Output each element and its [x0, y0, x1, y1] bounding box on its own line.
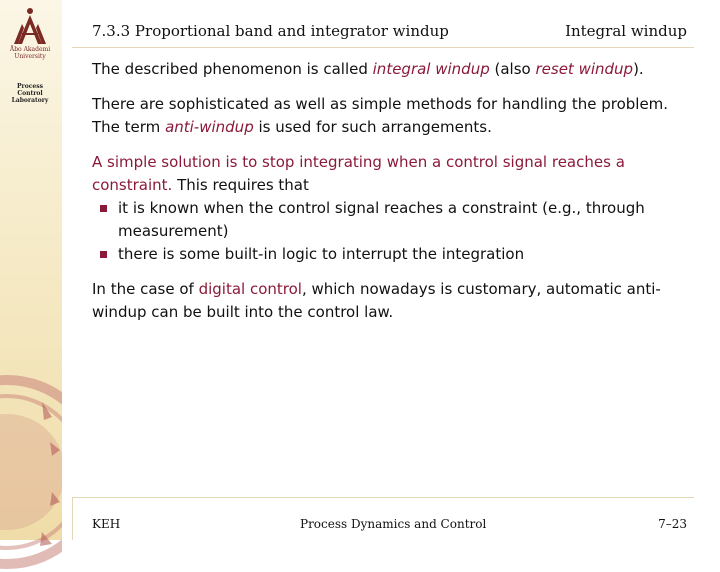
footer-course: Process Dynamics and Control — [300, 517, 487, 531]
bullet-text: there is some built-in logic to interrupt the integration — [118, 245, 525, 263]
university-logo — [2, 6, 58, 60]
term-digital-control: digital control — [198, 280, 302, 298]
paragraph-3 — [92, 151, 692, 197]
paragraph-2 — [92, 93, 692, 139]
footer-author: KEH — [92, 517, 121, 531]
lab-name — [2, 83, 58, 104]
slide-title: Integral windup — [565, 22, 687, 40]
lab-line-2: Control — [17, 90, 43, 97]
p3-end: This requires that — [172, 176, 309, 194]
bullet-text: it is known when the control signal reaches a constraint (e.g., through measurement) — [118, 199, 645, 240]
p2-text: There are sophisticated as well as simple methods for handling the problem. The term — [92, 95, 669, 136]
slide-body — [92, 58, 692, 324]
lab-line-3: Laboratory — [11, 97, 49, 104]
section-heading: 7.3.3 Proportional band and integrator windup — [92, 22, 449, 40]
bullet-square-icon — [100, 205, 107, 212]
header-rule — [72, 47, 694, 48]
lab-line-1: Process — [17, 83, 43, 90]
simple-solution-text: A simple solution is to stop integrating when a control signal reaches a constraint. — [92, 153, 625, 194]
logo-line-1: Åbo Akademi — [9, 46, 51, 53]
list-item — [100, 197, 692, 243]
p1-mid: (also — [489, 60, 536, 78]
university-crest-icon — [10, 6, 50, 46]
logo-line-2: University — [14, 53, 46, 60]
requirements-list — [92, 197, 692, 266]
term-anti-windup: anti-windup — [165, 118, 254, 136]
footer-page-number: 7–23 — [658, 517, 687, 531]
list-item — [100, 243, 692, 266]
university-seal-icon — [0, 372, 62, 572]
p4-end: , which nowadays is customary, automatic anti-windup can be built into the control law. — [92, 280, 661, 321]
footer-divider — [72, 497, 73, 540]
sidebar — [0, 0, 62, 540]
term-reset-windup: reset windup — [535, 60, 634, 78]
footer-rule — [72, 497, 694, 498]
term-integral-windup: integral windup — [372, 60, 490, 78]
p4-text: In the case of — [92, 280, 199, 298]
paragraph-4 — [92, 278, 692, 324]
p1-text: The described phenomenon is called — [92, 60, 373, 78]
p2-end: is used for such arrangements. — [253, 118, 492, 136]
p1-end: ). — [633, 60, 644, 78]
bullet-square-icon — [100, 251, 107, 258]
paragraph-1 — [92, 58, 692, 81]
